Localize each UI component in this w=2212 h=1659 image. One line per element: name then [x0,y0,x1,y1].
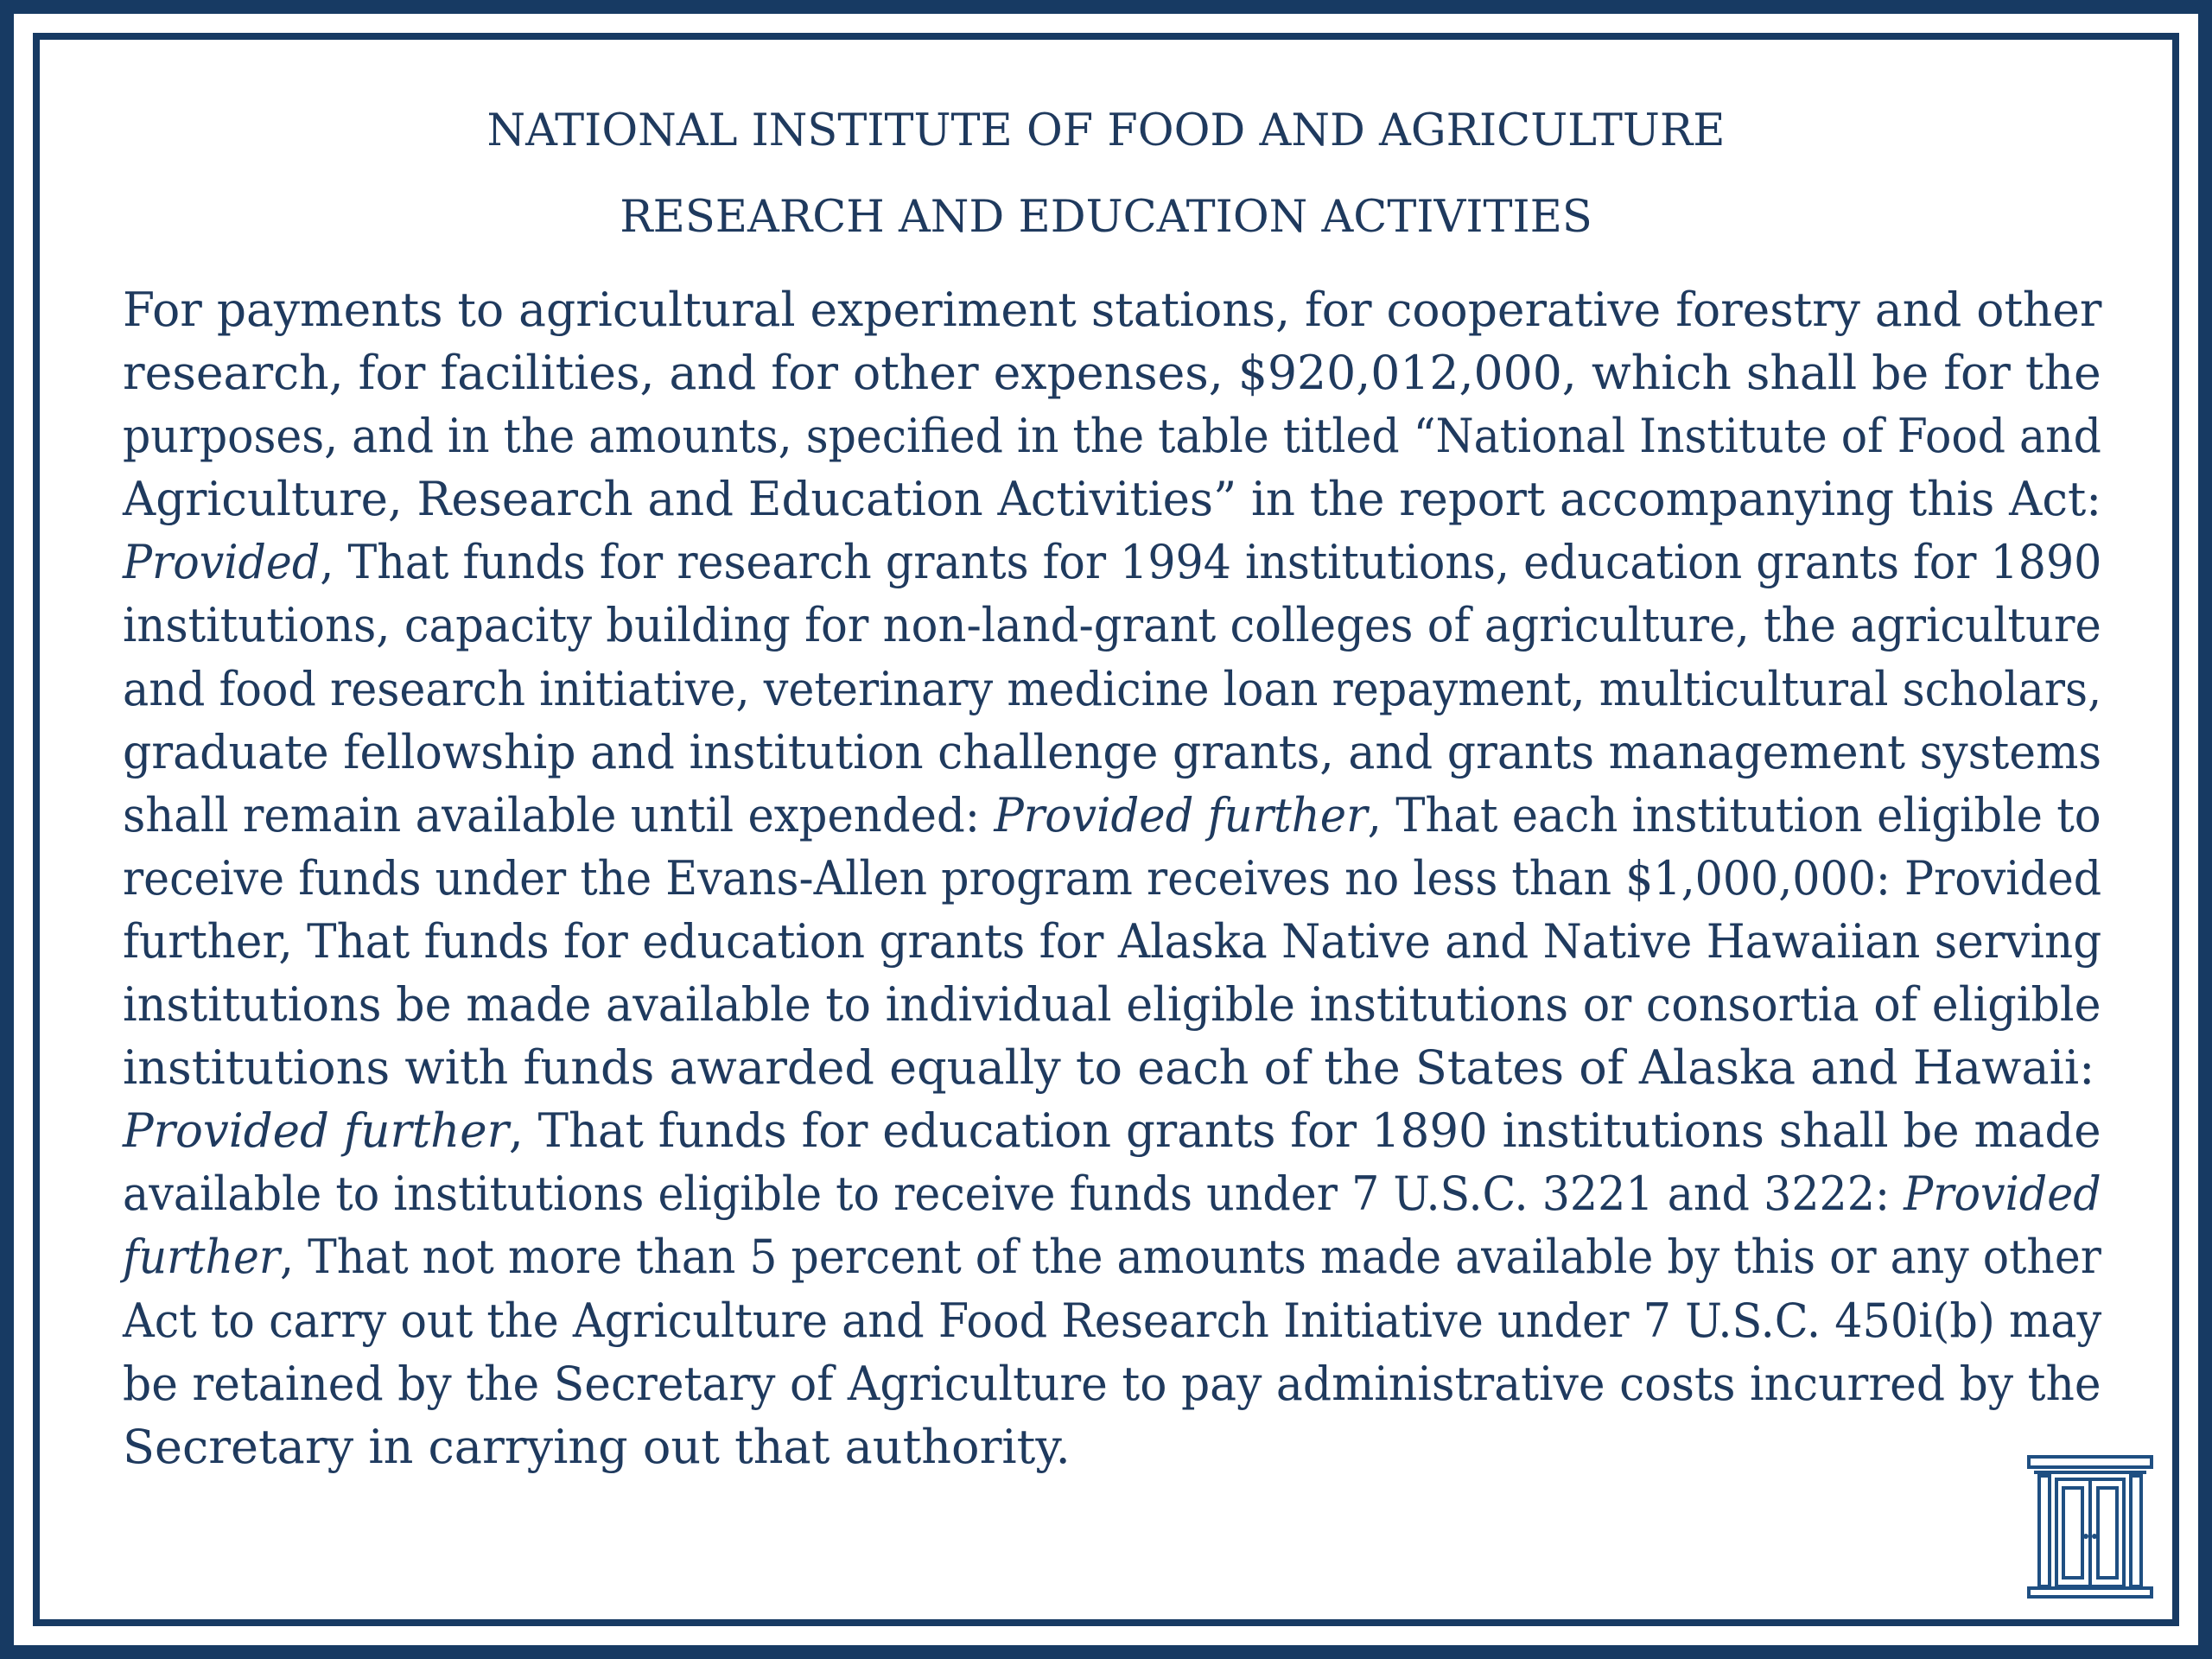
body-line [123,341,2101,404]
body-line [123,1289,2102,1352]
body-text-segment: institutions, capacity building for non-land-grant colleges of agriculture, the agriculture [123,598,2101,653]
body-line [123,594,2101,657]
body-text-segment: graduate fellowship and institution challenge grants, and grants management systems [123,724,2102,779]
body-line [123,1099,2101,1162]
body-line [123,658,2102,721]
body-text-segment: , That not more than 5 percent of the amounts made available by this or any other [280,1230,2101,1285]
body-line [123,278,2102,341]
body-text-segment: Agriculture, Research and Education Activities” in the report accompanying this Act: [123,472,2102,527]
body-text-segment: receive funds under the Evans-Allen program receives no less than $1,000,000: Provided [123,850,2102,906]
body-text-segment: Act to carry out the Agriculture and Food Research Initiative under 7 U.S.C. 450i(b) may [123,1293,2102,1348]
body-line [123,1036,2101,1099]
body-text-segment: , That funds for education grants for 1890 institutions shall be made [508,1103,2101,1159]
document-subtitle: RESEARCH AND EDUCATION ACTIVITIES [620,192,1592,243]
body-line [123,1225,2101,1288]
italic-text: Provided further [123,1103,509,1159]
italic-text: Provided further [994,787,1368,842]
italic-text: Provided [1904,1166,2101,1222]
body-text-segment: , That funds for research grants for 1994 institutions, education grants for 1890 [320,535,2102,590]
body-line [123,847,2102,910]
body-text-segment: purposes, and in the amounts, specified in the table titled “National Institute of Food and [123,409,2101,464]
body-line [123,973,2101,1036]
body-text-segment: shall remain available until expended: [123,787,995,842]
italic-text: Provided [123,535,321,590]
document-title: NATIONAL INSTITUTE OF FOOD AND AGRICULTURE [486,105,1726,156]
body-text-segment: For payments to agricultural experiment stations, for cooperative forestry and other [123,283,2102,337]
body-text-segment: institutions with funds awarded equally to each of the States of Alaska and Hawaii: [123,1040,2095,1096]
body-text-segment: be retained by the Secretary of Agriculture to pay administrative costs incurred by the [123,1356,2101,1411]
body-text-segment: further, That funds for education grants for Alaska Native and Native Hawaiian serving [123,913,2102,969]
body-line [123,1162,2101,1225]
building-doorway-icon [2025,1453,2155,1600]
italic-text: further [123,1230,281,1285]
body-line [123,1352,2101,1415]
body-text-segment: available to institutions eligible to receive funds under 7 U.S.C. 3221 and 3222: [123,1166,1904,1222]
body-text-segment: and food research initiative, veterinary medicine loan repayment, multicultural scholars, [123,661,2102,716]
body-line [123,784,2101,847]
body-line [123,531,2102,594]
body-line [123,1415,2101,1478]
body-text-segment: institutions be made available to individual eligible institutions or consortia of eligible [123,977,2101,1033]
document-body [123,278,2101,1478]
body-line [123,910,2102,973]
body-text-segment: Secretary in carrying out that authority. [123,1419,1071,1474]
body-line [123,721,2102,784]
body-line [123,467,2102,531]
body-text-segment: research, for facilities, and for other expenses, $920,012,000, which shall be for the [123,346,2101,401]
body-line [123,404,2101,467]
body-text-segment: , That each institution eligible to [1367,787,2101,842]
